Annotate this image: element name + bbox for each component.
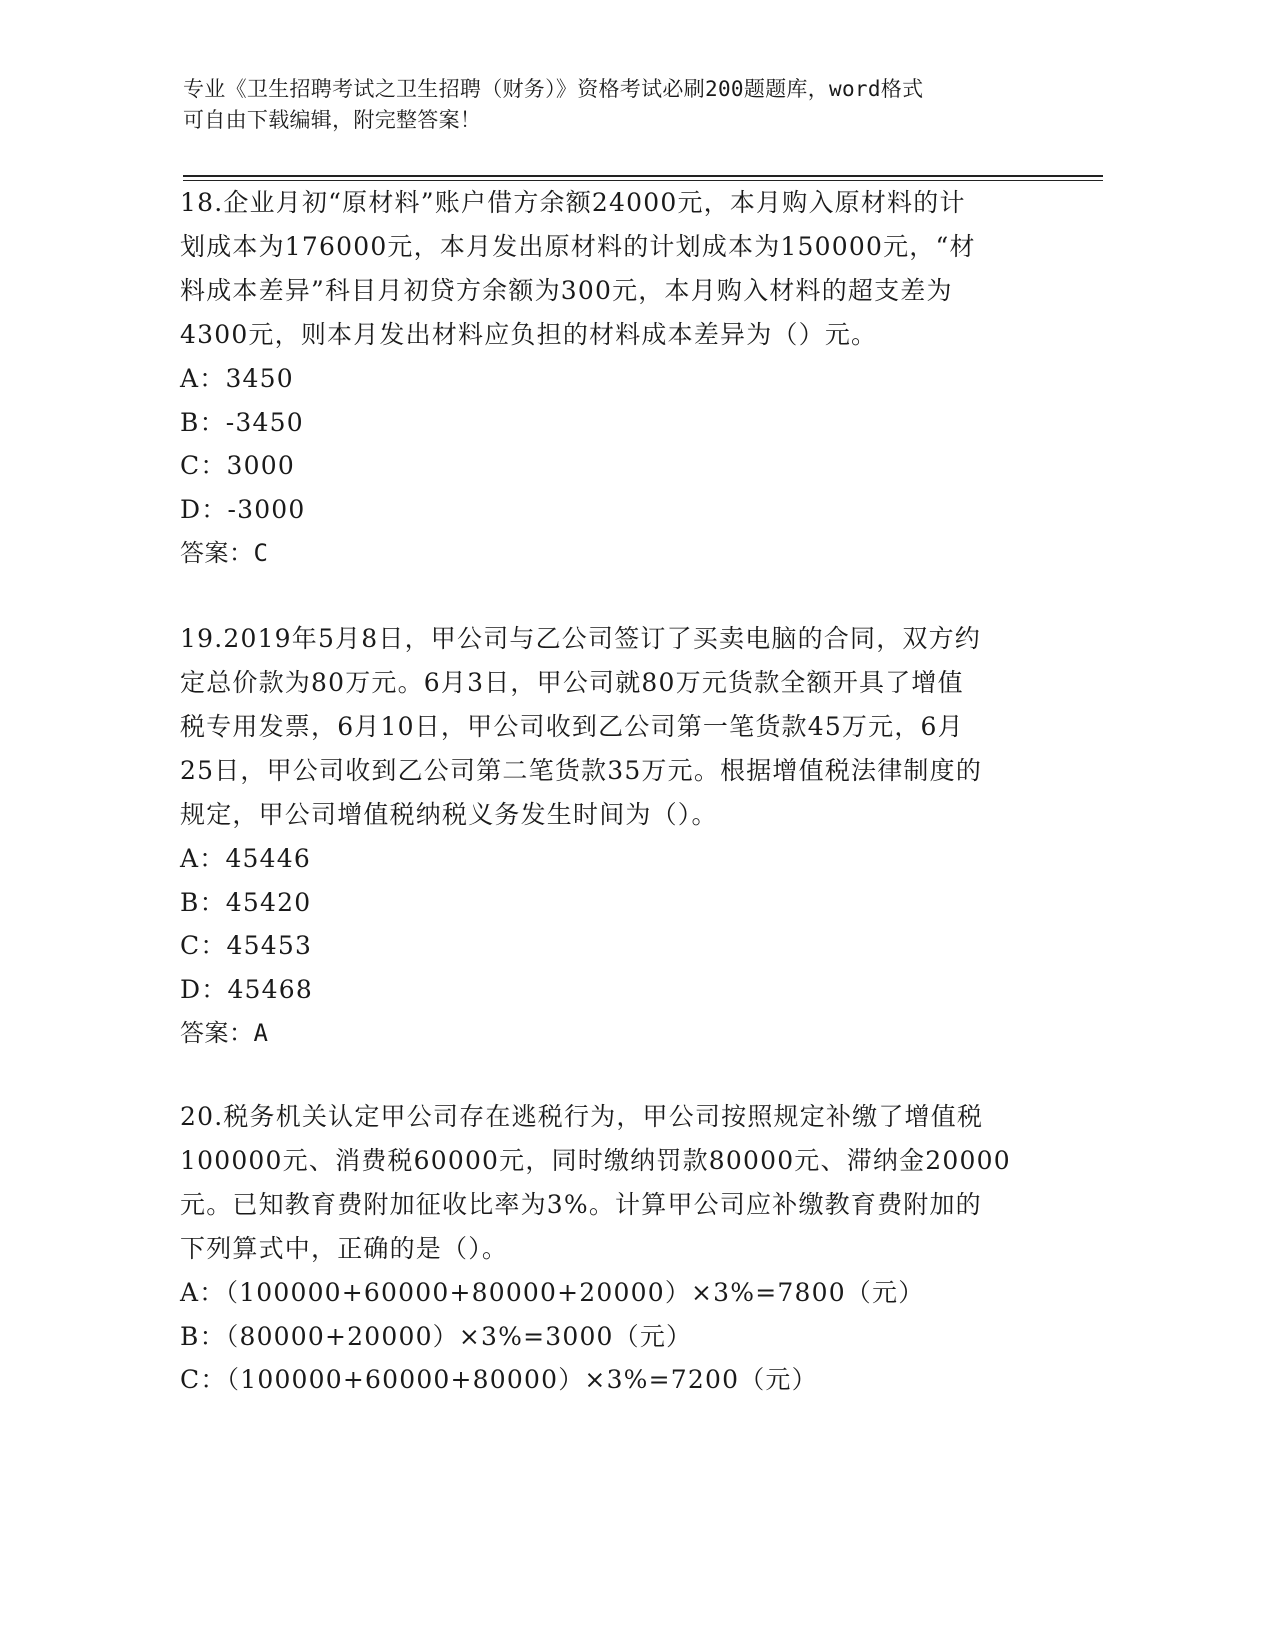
option-a: A：45446 (180, 844, 311, 873)
option-d: D：-3000 (180, 494, 306, 524)
question-text-line: 定总价款为80万元。6月3日，甲公司就80万元货款全额开具了增值 (180, 668, 964, 697)
question-text-line: 100000元、消费税60000元，同时缴纳罚款80000元、滞纳金20000 (180, 1146, 1011, 1175)
question-text-line: 4300元，则本月发出材料应负担的材料成本差异为（）元。 (180, 320, 878, 349)
option-a: A：3450 (180, 364, 294, 393)
option-c: C：（100000+60000+80000）×3%=7200（元） (180, 1365, 818, 1394)
question-text-line: 19.2019年5月8日，甲公司与乙公司签订了买卖电脑的合同，双方约 (180, 624, 981, 653)
option-b: B：45420 (180, 887, 312, 917)
question-text-line: 元。已知教育费附加征收比率为3%。计算甲公司应补缴教育费附加的 (180, 1190, 982, 1219)
answer-line: 答案：C (180, 539, 269, 567)
header-divider-thick (183, 175, 1103, 177)
option-b: B：（80000+20000）×3%=3000（元） (180, 1321, 693, 1351)
question-text-line: 25日，甲公司收到乙公司第二笔货款35万元。根据增值税法律制度的 (180, 756, 983, 785)
question-text-line: 划成本为176000元，本月发出原材料的计划成本为150000元，“材 (180, 232, 976, 261)
document-header (183, 74, 1063, 136)
question-text-line: 下列算式中，正确的是（）。 (180, 1234, 509, 1263)
question-text-line: 18.企业月初“原材料”账户借方余额24000元，本月购入原材料的计 (180, 188, 966, 217)
option-c: C：3000 (180, 451, 295, 480)
option-c: C：45453 (180, 931, 313, 960)
question-19 (180, 617, 1050, 1055)
option-b: B：-3450 (180, 407, 304, 437)
answer-line: 答案：A (180, 1019, 269, 1047)
header-title-line-2: 可自由下载编辑，附完整答案！ (183, 108, 482, 132)
header-title-line-1: 专业《卫生招聘考试之卫生招聘（财务）》资格考试必刷200题题库，word格式 (183, 77, 924, 101)
question-text-line: 税专用发票，6月10日，甲公司收到乙公司第一笔货款45万元，6月 (180, 712, 964, 741)
question-text-line: 规定，甲公司增值税纳税义务发生时间为（）。 (180, 800, 718, 829)
option-d: D：45468 (180, 974, 313, 1004)
question-20 (180, 1095, 1050, 1402)
question-text-line: 20.税务机关认定甲公司存在逃税行为，甲公司按照规定补缴了增值税 (180, 1102, 984, 1131)
option-a: A：（100000+60000+80000+20000）×3%=7800（元） (180, 1278, 925, 1307)
question-text-line: 料成本差异”科目月初贷方余额为300元，本月购入材料的超支差为 (180, 276, 953, 305)
question-18 (180, 181, 1050, 575)
